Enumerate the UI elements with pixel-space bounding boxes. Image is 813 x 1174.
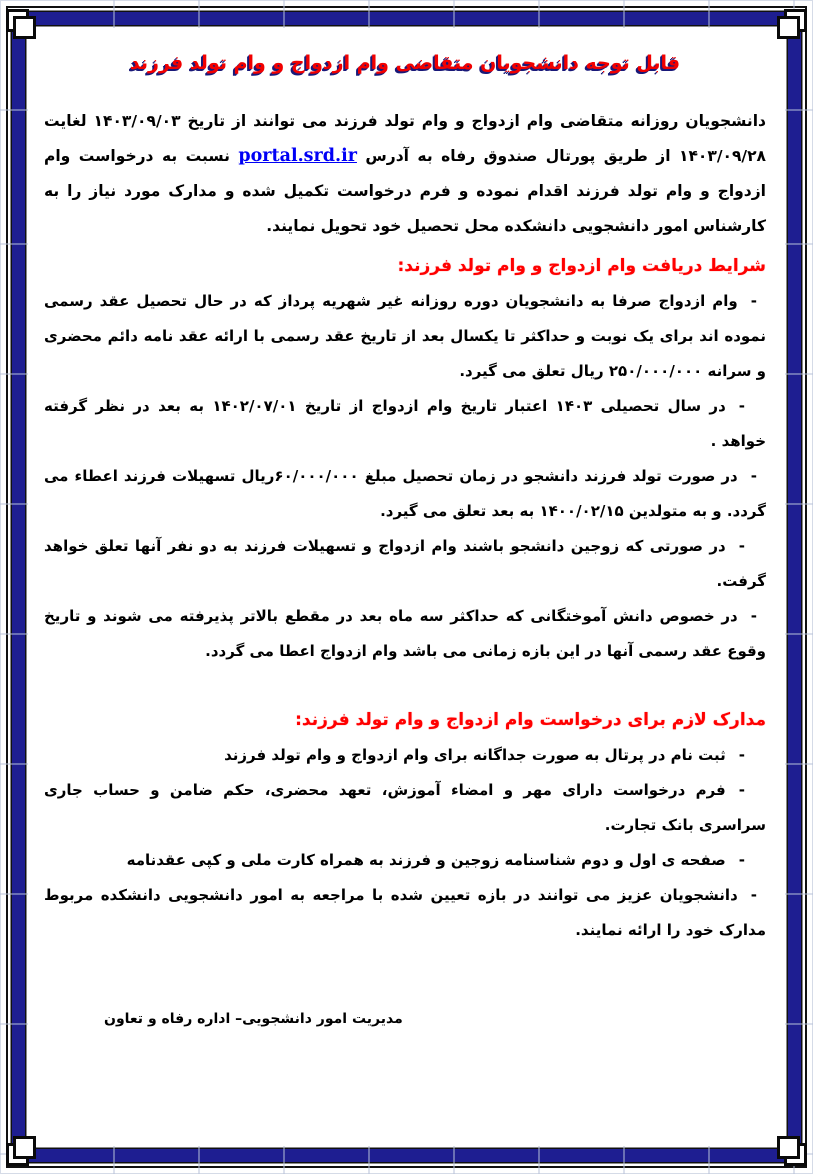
portal-link[interactable]: portal.srd.ir (238, 146, 357, 166)
condition-item-text: در خصوص دانش آموختگانی که حداکثر سه ماه بعد در مقطع بالاتر پذیرفته می شوند و تاریخ وقوع عقد رسمی آنها در این بازه زمانی می باشد وام ازدواج اعطا می گردد. (44, 607, 766, 660)
condition-item-text: در سال تحصیلی ۱۴۰۳ اعتبار تاریخ وام ازدواج از تاریخ ۱۴۰۲/۰۷/۰۱ به بعد در نظر گرفته خواهد . (44, 397, 766, 450)
intro-paragraph (44, 104, 766, 244)
document-item (44, 843, 766, 878)
condition-item (44, 389, 766, 459)
bullet-dash: - (738, 397, 746, 415)
condition-item-text: در صورت تولد فرزند دانشجو در زمان تحصیل مبلغ ۶۰/۰۰۰/۰۰۰ریال تسهیلات فرزند اعطاء می گردد. و به متولدین ۱۴۰۰/۰۲/۱۵ به بعد تعلق می گیرد. (44, 467, 766, 520)
corner-square-top-left-inner (13, 16, 36, 39)
condition-item (44, 284, 766, 389)
document-item-text: دانشجویان عزیز می توانند در بازه تعیین شده با مراجعه به امور دانشجویی دانشکده مربوط مدارک خود را ارائه نمایند. (44, 886, 766, 939)
bullet-dash: - (738, 537, 745, 555)
intro-text-after-link: نسبت به درخواست وام ازدواج و وام تولد فرزند اقدام نموده و فرم درخواست تکمیل شده و مدارک مورد نیاز را به کارشناس امور دانشجویی دانشکده محل تحصیل خود تحویل نمایند. (44, 147, 766, 235)
bullet-dash: - (750, 886, 757, 904)
corner-square-bottom-right-inner (777, 1136, 800, 1159)
bullet-dash: - (738, 851, 745, 869)
document-item (44, 738, 766, 773)
document-item-text: فرم درخواست دارای مهر و امضاء آموزش، تعهد محضری، حکم ضامن و حساب جاری سراسری بانک تجارت. (44, 781, 766, 834)
document-item-text: صفحه ی اول و دوم شناسنامه زوجین و فرزند به همراه کارت ملی و کپی عقدنامه (126, 851, 726, 869)
bullet-dash: - (738, 746, 745, 764)
corner-square-top-right-inner (777, 16, 800, 39)
conditions-heading: شرایط دریافت وام ازدواج و وام تولد فرزند: (397, 256, 766, 276)
bullet-dash: - (750, 607, 757, 625)
document-content (44, 36, 766, 1144)
document-item (44, 878, 766, 948)
documents-heading: مدارک لازم برای درخواست وام ازدواج و وام تولد فرزند: (295, 710, 766, 730)
corner-square-bottom-left-inner (13, 1136, 36, 1159)
bullet-dash: - (750, 292, 757, 310)
condition-item-text: در صورتی که زوجین دانشجو باشند وام ازدواج و تسهیلات فرزند به دو نفر آنها تعلق خواهد گرفت. (44, 537, 766, 590)
condition-item (44, 599, 766, 669)
intro-text-before-link: دانشجویان روزانه متقاضی وام ازدواج و وام تولد فرزند می توانند از تاریخ ۱۴۰۳/۰۹/۰۳ لغایت ۱۴۰۳/۰۹/۲۸ از طریق پورتال صندوق رفاه به آدرس (44, 112, 766, 165)
document-item (44, 773, 766, 843)
condition-item (44, 459, 766, 529)
signature-line: مدیریت امور دانشجویی– اداره رفاه و تعاون (104, 1011, 403, 1027)
document-item-text: ثبت نام در پرتال به صورت جداگانه برای وام ازدواج و وام تولد فرزند (224, 746, 726, 764)
bullet-dash: - (738, 781, 745, 799)
condition-item-text: وام ازدواج صرفا به دانشجویان دوره روزانه غیر شهریه پرداز که در حال تحصیل عقد رسمی نموده اند برای یک نوبت و حداکثر تا یکسال بعد از تاریخ عقد رسمی با ارائه عقد نامه دائم محضری و سرانه ۲۵۰/۰۰۰/۰۰۰ ریال تعلق می گیرد. (44, 292, 766, 380)
condition-item (44, 529, 766, 599)
bullet-dash: - (750, 467, 757, 485)
page-title: قابل توجه دانشجویان متقاضی وام ازدواج و وام تولد فرزند (129, 52, 681, 74)
